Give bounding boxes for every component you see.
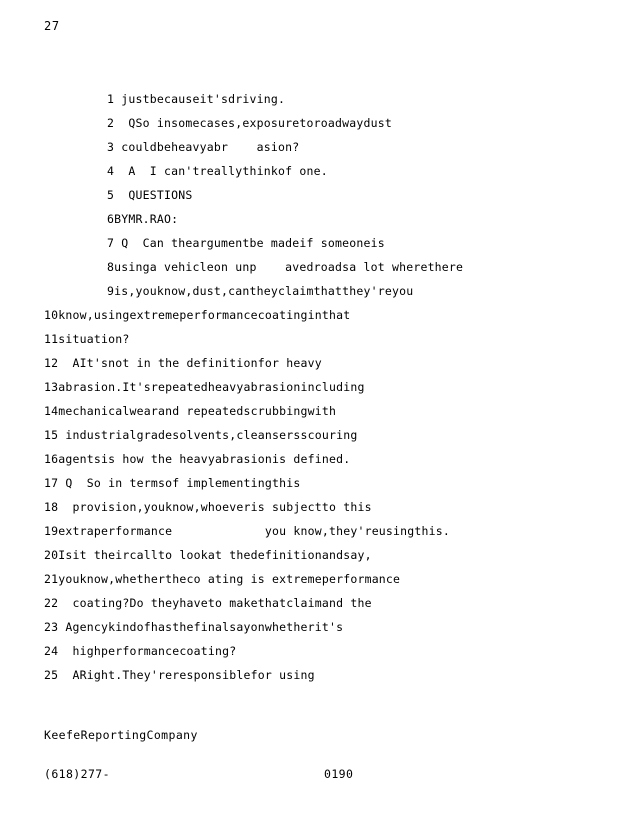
reporting-company: KeefeReportingCompany xyxy=(44,728,198,742)
line-text: youknow,whethertheco ating is extremeperformance xyxy=(58,572,401,586)
line-number: 25 xyxy=(44,668,59,682)
line-text: mechanicalwearand repeatedscrubbingwith xyxy=(58,404,337,418)
line-number: 1 xyxy=(107,92,115,106)
line-text: Q So in termsof implementingthis xyxy=(58,476,301,490)
transcript-line xyxy=(44,547,372,563)
transcript-line xyxy=(44,451,350,467)
transcript-line xyxy=(44,427,357,443)
transcript-line xyxy=(107,235,385,251)
line-text: industrialgradesolvents,cleansersscouring xyxy=(58,428,358,442)
line-text: Q Can theargumentbe madeif someoneis xyxy=(114,236,385,250)
transcript-line xyxy=(44,595,372,611)
line-text: A I can'treallythinkof one. xyxy=(114,164,328,178)
line-text: is,youknow,dust,cantheyclaimthatthey'reyou xyxy=(114,284,414,298)
line-text: abrasion.It'srepeatedheavyabrasionincluding xyxy=(58,380,365,394)
line-text: Isit theircallto lookat thedefinitionandsay, xyxy=(58,548,372,562)
line-text: usinga vehicleon unp avedroadsa lot wherethere xyxy=(114,260,464,274)
line-number: 8 xyxy=(107,260,115,274)
line-number: 14 xyxy=(44,404,59,418)
transcript-line xyxy=(107,259,463,275)
line-text: situation? xyxy=(58,332,130,346)
transcript-line xyxy=(44,571,400,587)
line-number: 13 xyxy=(44,380,59,394)
line-text: coating?Do theyhaveto makethatclaimand the xyxy=(58,596,372,610)
line-text: Agencykindofhasthefinalsayonwhetherit's xyxy=(58,620,344,634)
transcript-line xyxy=(44,667,315,683)
reporter-footer xyxy=(44,703,354,807)
line-number: 18 xyxy=(44,500,59,514)
line-text: AIt'snot in the definitionfor heavy xyxy=(58,356,322,370)
line-number: 19 xyxy=(44,524,59,538)
transcript-line xyxy=(44,643,236,659)
line-number: 17 xyxy=(44,476,59,490)
line-text: QUESTIONS xyxy=(114,188,193,202)
line-text: extraperformance you know,they'reusingthis. xyxy=(58,524,451,538)
line-text: highperformancecoating? xyxy=(58,644,237,658)
line-number: 11 xyxy=(44,332,59,346)
transcript-line xyxy=(107,283,413,299)
transcript-line xyxy=(44,403,336,419)
line-text: provision,youknow,whoeveris subjectto this xyxy=(58,500,372,514)
line-text: QSo insomecases,exposuretoroadwaydust xyxy=(114,116,392,130)
transcript-line xyxy=(44,619,343,635)
line-number: 9 xyxy=(107,284,115,298)
line-text: BYMR.RAO: xyxy=(114,212,179,226)
line-number: 4 xyxy=(107,164,115,178)
transcript-line xyxy=(44,475,300,491)
line-number: 10 xyxy=(44,308,59,322)
transcript-line xyxy=(107,187,193,203)
line-text: ARight.They'reresponsiblefor using xyxy=(58,668,315,682)
transcript-line xyxy=(44,307,350,323)
line-number: 16 xyxy=(44,452,59,466)
phone-suffix: 0190 xyxy=(324,767,354,781)
line-number: 5 xyxy=(107,188,115,202)
line-number: 21 xyxy=(44,572,59,586)
line-text: know,usingextremeperformancecoatinginthat xyxy=(58,308,351,322)
phone-number: (618)277- xyxy=(44,767,110,781)
line-text: agentsis how the heavyabrasionis defined. xyxy=(58,452,351,466)
transcript-line xyxy=(107,211,178,227)
line-number: 7 xyxy=(107,236,115,250)
line-number: 22 xyxy=(44,596,59,610)
line-text: couldbeheavyabr asion? xyxy=(114,140,300,154)
line-number: 15 xyxy=(44,428,59,442)
transcript-line xyxy=(107,163,328,179)
line-number: 2 xyxy=(107,116,115,130)
page-number: 27 xyxy=(44,19,60,33)
line-number: 23 xyxy=(44,620,59,634)
line-number: 20 xyxy=(44,548,59,562)
phone-row xyxy=(44,767,354,781)
transcript-line xyxy=(44,379,365,395)
transcript-line xyxy=(44,499,372,515)
line-number: 12 xyxy=(44,356,59,370)
transcript-line xyxy=(107,139,299,155)
transcript-line xyxy=(44,355,322,371)
line-text: justbecauseit'sdriving. xyxy=(114,92,286,106)
line-number: 24 xyxy=(44,644,59,658)
line-number: 6 xyxy=(107,212,115,226)
transcript-line xyxy=(44,523,450,539)
transcript-line xyxy=(44,331,130,347)
transcript-line xyxy=(107,91,285,107)
line-number: 3 xyxy=(107,140,115,154)
transcript-line xyxy=(107,115,392,131)
